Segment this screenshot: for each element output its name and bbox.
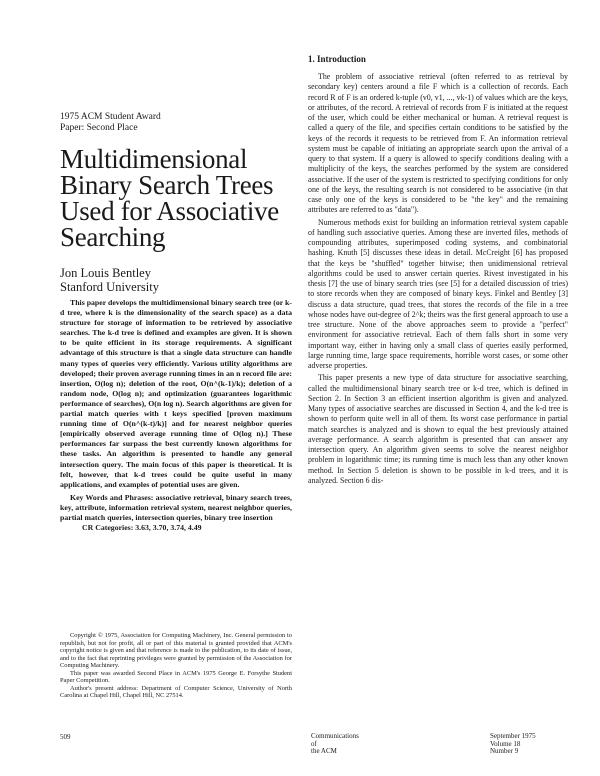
- section-body: [308, 72, 568, 486]
- author-name: Jon Louis Bentley: [60, 266, 151, 280]
- issue-number: Number 9: [490, 747, 519, 756]
- section-heading: 1. Introduction: [308, 54, 366, 64]
- issue-info: [490, 733, 536, 756]
- page-number: 509: [60, 733, 71, 741]
- abstract: [60, 298, 292, 533]
- title-line: Binary Search Trees: [60, 170, 274, 200]
- journal-line: of: [311, 739, 317, 748]
- award-line: 1975 ACM Student Award: [60, 112, 161, 122]
- award-paragraph: This paper was awarded Second Place in ACM's 1975 George E. Forsythe Student Paper Competition.: [60, 669, 292, 684]
- title-line: Multidimensional: [60, 144, 248, 174]
- paragraph: The problem of associative retrieval (often referred to as retrieval by secondary key) centers around a file F which is a collection of records. Each record R of F is an ordered k-tuple (v0, v1, ..., vk-1) of values which are the keys, or attributes, of the record. A retrieval of records from F is initiated at the request of the user, which could be either mechanical or human. A retrieval request is called a query of the file, and specifies certain conditions to be satisfied by the keys of the records it requests to be retrieved from F. An information retrieval system must be capable of initiating an appropriate search upon the arrival of a query to that system. If a query is allowed to specify conditions dealing with a multiplicity of the keys, the searches performed by the system are considered associative. If the user of the system is restricted to specifying conditions for only one of the keys, the resulting search is not considered to be associative (in that case only one of the keys is considered to be "the key" and the remaining attributes are referred to as "data").: [308, 72, 568, 215]
- paragraph: This paper presents a new type of data structure for associative searching, called the multidimensional binary search tree or k-d tree, which is defined in Section 2. In Section 3 an efficient insertion algorithm is given and analyzed. Many types of associative searches are discussed in Section 4, and the k-d tree is shown to perform quite well in all of them. Its worst case performance in partial match searches is analyzed and is shown to equal the best previously attained average performance. A search algorithm is presented that can answer any intersection query. An algorithm given seems to solve the nearest neighbor problem in logarithmic time; its running time is much less than any other known method. In Section 5 deletion is shown to be possible in k-d trees, and it is analyzed. Section 6 dis-: [308, 373, 568, 485]
- author-block: [60, 266, 292, 294]
- journal-line: Communications: [311, 732, 359, 740]
- abstract-text: This paper develops the multidimensional binary search tree (or k-d tree, where k is the dimensionality of the search space) as a data structure for storage of information to be retrieved by associative searches. The k-d tree is defined and examples are given. It is shown to be quite efficient in its storage requirements. A significant advantage of this structure is that a single data structure can handle many types of queries very efficiently. Various utility algorithms are developed; their proven average running times in an n record file are: insertion, O(log n); deletion of the root, O(n^(k-1)/k); deletion of a random node, O(log n); and optimization (guarantees logarithmic performance of searches), O(n log n). Search algorithms are given for partial match queries with t keys specified [proven maximum running time of O(n^(k-t)/k)] and for nearest neighbor queries [empirically observed average running time of O(log n).] These performances far surpass the best currently known algorithms for these tasks. An algorithm is presented to handle any general intersection query. The main focus of this paper is theoretical. It is felt, however, that k-d trees could be quite useful in many applications, and examples of potential uses are given.: [60, 298, 292, 489]
- journal-name: [311, 733, 359, 756]
- cr-categories: CR Categories: 3.63, 3.70, 3.74, 4.49: [82, 523, 202, 533]
- award-place: Paper: Second Place: [60, 123, 138, 133]
- title-block: [60, 112, 292, 294]
- title-line: Used for Associative: [60, 196, 279, 226]
- copyright-notice: [60, 632, 292, 700]
- address-paragraph: Author's present address: Department of Computer Science, University of North Carolina at Chapel Hill, Chapel Hill, NC 27514.: [60, 684, 292, 699]
- journal-line: the ACM: [311, 747, 337, 756]
- issue-date: September 1975: [490, 732, 536, 740]
- title-line: Searching: [60, 222, 166, 252]
- copyright-paragraph: Copyright © 1975, Association for Computing Machinery, Inc. General permission to republish, but not for profit, all or part of this material is granted provided that ACM's copyright notice is given and that reference is made to the publication, to its date of issue, and to the fact that reprinting privileges were granted by permission of the Association for Computing Machinery.: [60, 632, 292, 669]
- award-note: [60, 112, 292, 134]
- author-affiliation: Stanford University: [60, 280, 159, 294]
- introduction-section: [308, 54, 568, 488]
- paper-title: [60, 146, 292, 250]
- keywords: Key Words and Phrases: associative retrieval, binary search trees, key, attribute, information retrieval system, nearest neighbor queries, partial match queries, intersection queries, binary tree insertion: [60, 492, 292, 522]
- paragraph: Numerous methods exist for building an information retrieval system capable of handling such associative queries. Among these are inverted files, methods of compounding attributes, superimposed coding systems, and combinatorial hashing. Knuth [5] discusses these ideas in detail. McCreight [6] has proposed that the keys be "shuffled" together bitwise; then unidimensional retrieval algorithms could be used to answer certain queries. Rivest investigated in his thesis [7] the use of binary search tries (see [5] for a detailed discussion of tries) to store records when they are composed of binary keys. Finkel and Bentley [3] discuss a data structure, quad trees, that stores the records of the file in a tree whose nodes have out-degree of 2^k; theirs was the first general approach to use a tree structure. None of the above approaches seem to provide a "perfect" environment for associative retrieval. Each of them falls short in some very important way, either in having only a small class of queries easily performed, large running time, large space requirements, horrible worst cases, or some other adverse properties.: [308, 217, 568, 370]
- issue-volume: Volume 18: [490, 739, 521, 748]
